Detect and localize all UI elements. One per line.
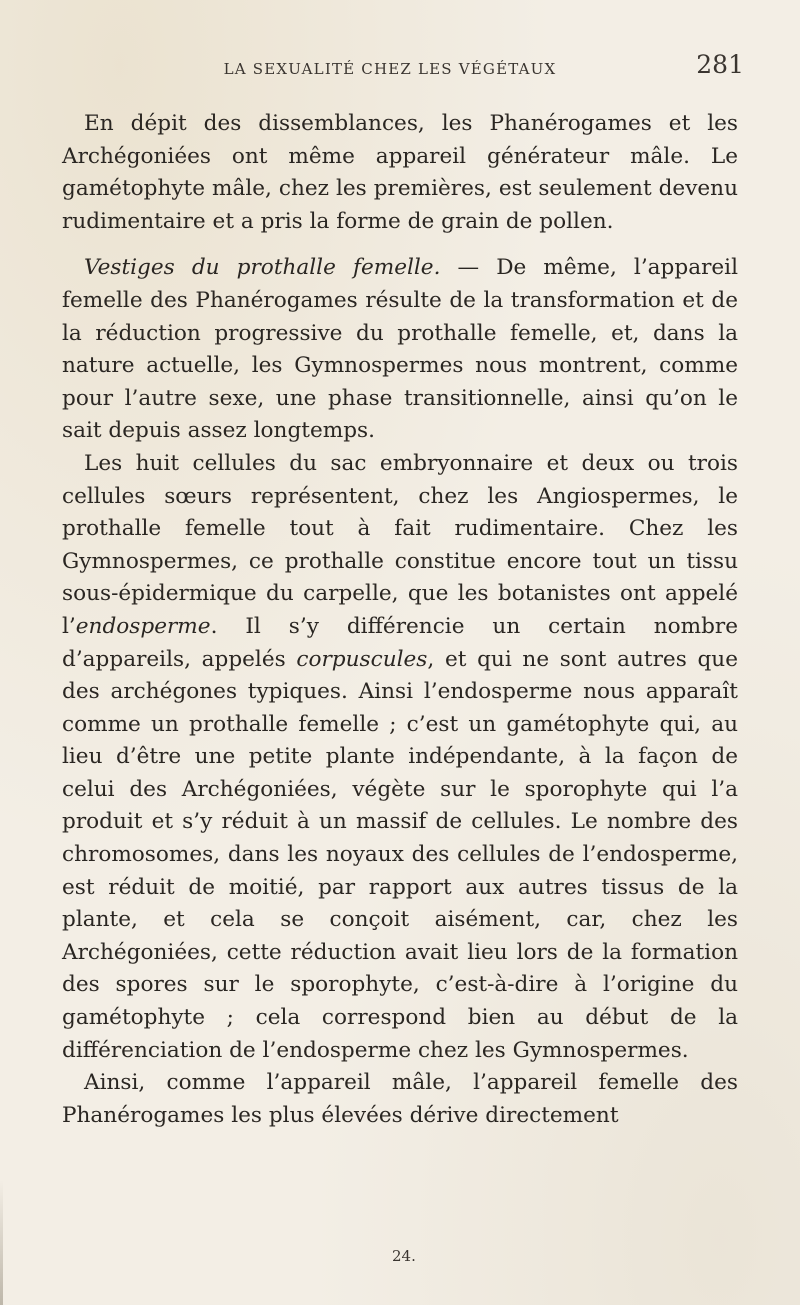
body-text bbox=[62, 108, 738, 1132]
paragraph-3 bbox=[62, 448, 738, 1067]
margin-shadow bbox=[0, 1180, 3, 1305]
paragraph-4: Ainsi, comme l’appareil mâle, l’appareil femelle des Phanérogames les plus élevées dérive directement bbox=[62, 1070, 738, 1128]
paragraph-2-text: — De même, l’appareil femelle des Phanérogames résulte de la transformation et de la réduction progressive du prothalle femelle, et, dans la nature actuelle, les Gymnospermes nous montrent, comme pour l’autre sexe, une phase transitionnelle, ainsi qu’on le sait depuis assez longtemps. bbox=[62, 255, 738, 444]
term-corpuscules: corpuscules bbox=[296, 646, 428, 672]
section-title: Vestiges du prothalle femelle. bbox=[84, 255, 441, 281]
paragraph-1: En dépit des dissemblances, les Phanérogames et les Archégoniées ont même appareil générateur mâle. Le gamétophyte mâle, chez les premières, est seulement devenu rudimentaire et a pris la forme de grain de pollen. bbox=[62, 111, 738, 234]
running-title: LA SEXUALITÉ CHEZ LES VÉGÉTAUX bbox=[223, 60, 557, 78]
paragraph-3-text-a: Les huit cellules du sac embryonnaire et deux ou trois cellules sœurs représentent, chez les Angiospermes, le prothalle femelle tout à fait rudimentaire. Chez les Gymnospermes, ce prothalle constitue encore tout un tissu sous-épidermique du carpelle, que les botanistes ont appelé l’ bbox=[62, 450, 738, 639]
paragraph-3-text-b: . Il s’y différencie un certain nombre d’appareils, appelés bbox=[62, 613, 738, 672]
paragraph-3-text-c: , et qui ne sont autres que des archégones typiques. Ainsi l’endosperme nous apparaît comme un prothalle femelle ; c’est un gamétophyte qui, au lieu d’être une petite plante indépendante, à la façon de celui des Archégoniées, végète sur le sporophyte qui l’a produit et s’y réduit à un massif de cellules. Le nombre des chromosomes, dans les noyaux des cellules de l’endosperme, est réduit de moitié, par rapport aux autres tissus de la plante, et cela se conçoit aisément, car, chez les Archégoniées, cette réduction avait lieu lors de la formation des spores sur le sporophyte, c’est-à-dire à l’origine du gamétophyte ; cela correspond bien au début de la différenciation de l’endosperme chez les Gymnospermes. bbox=[62, 646, 738, 1063]
page-number: 281 bbox=[696, 50, 744, 79]
paragraph-2 bbox=[62, 252, 738, 448]
signature-mark: 24. bbox=[392, 1247, 416, 1265]
term-endosperme: endosperme bbox=[75, 613, 211, 639]
